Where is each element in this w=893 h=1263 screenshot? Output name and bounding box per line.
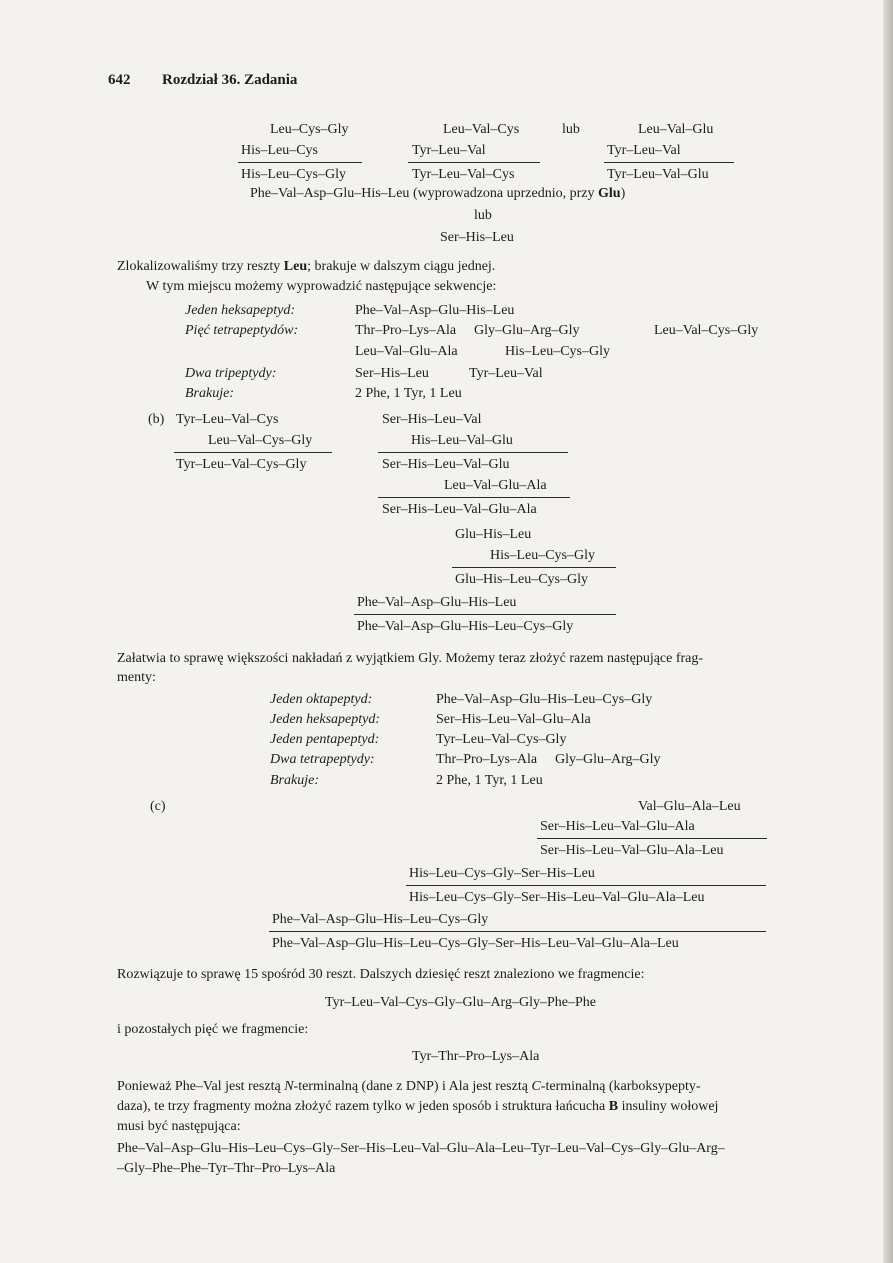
section-b-r1: Ser–His–Leu–Val [382, 412, 482, 427]
section-c-line-2 [406, 885, 766, 886]
section-b-r5: Ser–His–Leu–Val–Glu–Ala [382, 502, 537, 517]
section-b-r3: Ser–His–Leu–Val–Glu [382, 457, 510, 472]
summary1-hexa-value: Phe–Val–Asp–Glu–His–Leu [355, 303, 515, 318]
summary2-penta-label: Jeden pentapeptyd: [270, 732, 380, 747]
summary2-tetra-1: Thr–Pro–Lys–Ala [436, 752, 538, 767]
summary1-missing-value: 2 Phe, 1 Tyr, 1 Leu [355, 386, 462, 401]
section-c-l1: Val–Glu–Ala–Leu [638, 799, 741, 814]
section-b-left-1: Tyr–Leu–Val–Cys [176, 412, 279, 427]
align-a-phe-line: Phe–Val–Asp–Glu–His–Leu (wyprowadzona uprzednio, przy Glu) [250, 186, 626, 201]
para3-fragment1: Tyr–Leu–Val–Cys–Gly–Glu–Arg–Gly–Phe–Phe [325, 995, 596, 1010]
section-b-line-3 [452, 567, 616, 568]
align-a-col3-result: Tyr–Leu–Val–Glu [607, 167, 709, 182]
align-a-col3-row1: Leu–Val–Glu [638, 122, 714, 137]
section-b-left-line [174, 452, 332, 453]
page-edge-shadow [883, 0, 893, 1263]
section-b-r10: Phe–Val–Asp–Glu–His–Leu–Cys–Gly [357, 619, 574, 634]
section-b-line-1 [378, 452, 568, 453]
summary1-tri-2: Tyr–Leu–Val [469, 366, 543, 381]
section-b-r2: His–Leu–Val–Glu [411, 433, 513, 448]
section-c-l7: Phe–Val–Asp–Glu–His–Leu–Cys–Gly–Ser–His–Leu–Val–Glu–Ala–Leu [272, 936, 679, 951]
summary2-tetra-2: Gly–Glu–Arg–Gly [555, 752, 661, 767]
align-a-lub: lub [562, 122, 580, 137]
para1-line2: W tym miejscu możemy wyprowadzić następujące sekwencje: [146, 279, 497, 294]
chapter-title: Rozdział 36. Zadania [162, 72, 298, 88]
align-a-col2-row1: Leu–Val–Cys [443, 122, 520, 137]
para4-line2: daza), te trzy fragmenty można złożyć razem tylko w jeden sposób i struktura łańcucha B insuliny wołowej [117, 1099, 719, 1114]
section-b-r4: Leu–Val–Glu–Ala [444, 478, 547, 493]
section-b-line-4 [354, 614, 616, 615]
section-c-line-1 [537, 838, 767, 839]
section-c-l5: His–Leu–Cys–Gly–Ser–His–Leu–Val–Glu–Ala–Leu [409, 890, 705, 905]
summary2-octa-label: Jeden oktapeptyd: [270, 692, 373, 707]
para3-line1: Rozwiązuje to sprawę 15 spośród 30 reszt. Dalszych dziesięć reszt znaleziono we fragmencie: [117, 967, 645, 982]
summary2-hexa-label: Jeden heksapeptyd: [270, 712, 380, 727]
section-b-left-3: Tyr–Leu–Val–Cys–Gly [176, 457, 307, 472]
align-a-col2-result: Tyr–Leu–Val–Cys [412, 167, 515, 182]
align-a-col2-row2: Tyr–Leu–Val [412, 143, 486, 158]
summary2-tetra-label: Dwa tetrapeptydy: [270, 752, 375, 767]
para2-line1: Załatwia to sprawę większości nakładań z wyjątkiem Gly. Możemy teraz złożyć razem następujące frag- [117, 651, 704, 666]
para2-line2: menty: [117, 670, 156, 685]
section-c-l4: His–Leu–Cys–Gly–Ser–His–Leu [409, 866, 595, 881]
para4-line3: musi być następująca: [117, 1119, 241, 1134]
align-a-col1-row2: His–Leu–Cys [241, 143, 318, 158]
section-b-left-2: Leu–Val–Cys–Gly [208, 433, 313, 448]
para3-line2: i pozostałych pięć we fragmencie: [117, 1022, 309, 1037]
summary1-missing-label: Brakuje: [185, 386, 234, 401]
section-c-l2: Ser–His–Leu–Val–Glu–Ala [540, 819, 695, 834]
summary1-tetra-2: Gly–Glu–Arg–Gly [474, 323, 580, 338]
para4-sequence-1: Phe–Val–Asp–Glu–His–Leu–Cys–Gly–Ser–His–Leu–Val–Glu–Ala–Leu–Tyr–Leu–Val–Cys–Gly–Glu–Arg– [117, 1141, 725, 1156]
summary1-tetra-label: Pięć tetrapeptydów: [185, 323, 299, 338]
section-b-r9: Phe–Val–Asp–Glu–His–Leu [357, 595, 517, 610]
section-c-l3: Ser–His–Leu–Val–Glu–Ala–Leu [540, 843, 724, 858]
summary2-octa-value: Phe–Val–Asp–Glu–His–Leu–Cys–Gly [436, 692, 653, 707]
para1-line1: Zlokalizowaliśmy trzy reszty Leu; brakuje w dalszym ciągu jednej. [117, 259, 496, 274]
summary1-hexa-label: Jeden heksapeptyd: [185, 303, 295, 318]
summary1-tri-1: Ser–His–Leu [355, 366, 429, 381]
section-b-r8: Glu–His–Leu–Cys–Gly [455, 572, 588, 587]
section-b-label: (b) [148, 412, 165, 427]
align-a-col1-row1: Leu–Cys–Gly [270, 122, 349, 137]
align-a-lub2: lub [474, 208, 492, 223]
summary2-missing-value: 2 Phe, 1 Tyr, 1 Leu [436, 773, 543, 788]
summary2-hexa-value: Ser–His–Leu–Val–Glu–Ala [436, 712, 591, 727]
align-a-col1-result: His–Leu–Cys–Gly [241, 167, 346, 182]
section-b-r6: Glu–His–Leu [455, 527, 532, 542]
section-c-line-3 [269, 931, 766, 932]
summary2-missing-label: Brakuje: [270, 773, 319, 788]
section-b-r7: His–Leu–Cys–Gly [490, 548, 595, 563]
para4-sequence-2: –Gly–Phe–Phe–Tyr–Thr–Pro–Lys–Ala [117, 1161, 336, 1176]
para4-line1: Ponieważ Phe–Val jest resztą N-terminalną (dane z DNP) i Ala jest resztą C-terminalną (karboksypepty- [117, 1079, 701, 1094]
summary1-tri-label: Dwa tripeptydy: [185, 366, 277, 381]
summary1-tetra-3: Leu–Val–Cys–Gly [654, 323, 759, 338]
section-b-line-2 [378, 497, 570, 498]
align-a-col2-line [408, 162, 540, 163]
para3-fragment2: Tyr–Thr–Pro–Lys–Ala [412, 1049, 540, 1064]
page-number: 642 [108, 72, 131, 88]
summary1-tetra-4: Leu–Val–Glu–Ala [355, 344, 458, 359]
align-a-col3-line [604, 162, 734, 163]
align-a-col1-line [238, 162, 362, 163]
section-c-label: (c) [150, 799, 166, 814]
align-a-ser: Ser–His–Leu [440, 230, 514, 245]
section-c-l6: Phe–Val–Asp–Glu–His–Leu–Cys–Gly [272, 912, 489, 927]
summary1-tetra-1: Thr–Pro–Lys–Ala [355, 323, 457, 338]
align-a-col3-row2: Tyr–Leu–Val [607, 143, 681, 158]
summary2-penta-value: Tyr–Leu–Val–Cys–Gly [436, 732, 567, 747]
summary1-tetra-5: His–Leu–Cys–Gly [505, 344, 610, 359]
